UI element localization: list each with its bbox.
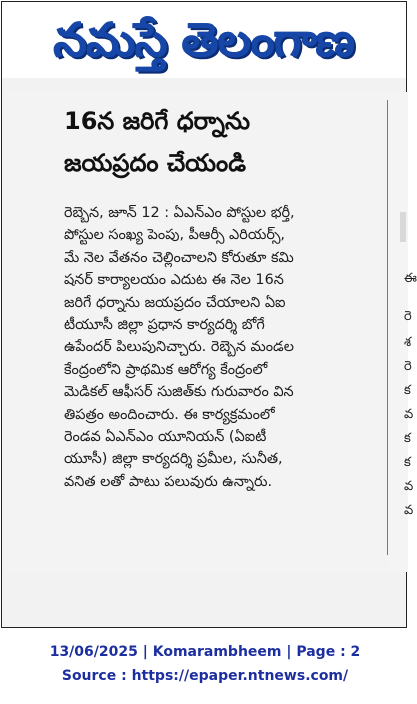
headline-line: 16న జరిగే ధర్నాను	[64, 107, 251, 135]
adjacent-text-fragment: వ	[404, 479, 414, 494]
clipping-footer	[0, 642, 410, 686]
source-link[interactable]: Source : https://epaper.ntnews.com/	[61, 668, 349, 684]
adjacent-text-fragment: వ	[404, 503, 414, 518]
adjacent-text-fragment: శ	[404, 335, 412, 350]
body-line: కేంద్రంలోని ప్రాథమిక ఆరోగ్య కేంద్రంలో	[64, 361, 268, 378]
article-headline	[64, 100, 374, 184]
body-line: రెండవ ఏఎన్ఎం యూనియన్ (ఏఐటీ	[64, 429, 267, 446]
masthead-logo: నమస్తే తెలంగాణ	[54, 12, 354, 68]
article-body	[64, 202, 374, 493]
body-line: రెబ్బెన, జూన్ 12 : ఏఎన్ఎం పోస్టుల భర్తీ,	[64, 205, 295, 221]
newspaper-clipping-frame	[1, 1, 417, 628]
article-clipping	[2, 92, 387, 572]
adjacent-text-fragment: క	[404, 431, 411, 446]
headline-line: జయప్రదం చేయండి	[64, 149, 246, 177]
body-line: వనిత లతో పాటు పలువురు ఉన్నారు.	[64, 473, 273, 490]
adjacent-column-fragment	[388, 92, 417, 572]
adjacent-text-fragment: ఈ	[404, 271, 417, 286]
body-line: పోస్టుల సంఖ్య పెంపు, పీఆర్సీ ఎరియర్స్,	[64, 227, 285, 244]
masthead	[2, 2, 406, 78]
adjacent-text-fragment: క	[404, 383, 411, 398]
adjacent-text-fragment: రె	[404, 359, 412, 374]
body-line: మెడికల్ ఆఫీసర్ సుజిత్‌కు గురువారం విన	[64, 384, 294, 401]
body-line: ఉపేందర్ పిలుపునిచ్చారు. రెబ్బెన మండల	[64, 339, 294, 356]
adjacent-text-fragment: రె	[404, 309, 412, 324]
body-line: యూసీ) జిల్లా కార్యదర్శి ప్రమీల, సునీత,	[64, 451, 283, 468]
adjacent-text-fragment: వ	[404, 407, 414, 422]
adjacent-image-fragment	[400, 212, 406, 242]
body-line: జరిగే ధర్నాను జయప్రదం చేయాలని ఏఐ	[64, 294, 286, 311]
body-line: టీయూసీ జిల్లా ప్రధాన కార్యదర్శి బోగే	[64, 317, 265, 334]
body-line: తిపత్రం అందించారు. ఈ కార్యక్రమంలో	[64, 406, 275, 423]
body-line: షనర్ కార్యాలయం ఎదుట ఈ నెల 16న	[64, 272, 284, 289]
edition-info: 13/06/2025 | Komarambheem | Page : 2	[49, 644, 361, 660]
body-line: మే నెల వేతనం చెల్లించాలని కోరుతూ కమి	[64, 249, 294, 266]
adjacent-text-fragment: క	[404, 455, 411, 470]
